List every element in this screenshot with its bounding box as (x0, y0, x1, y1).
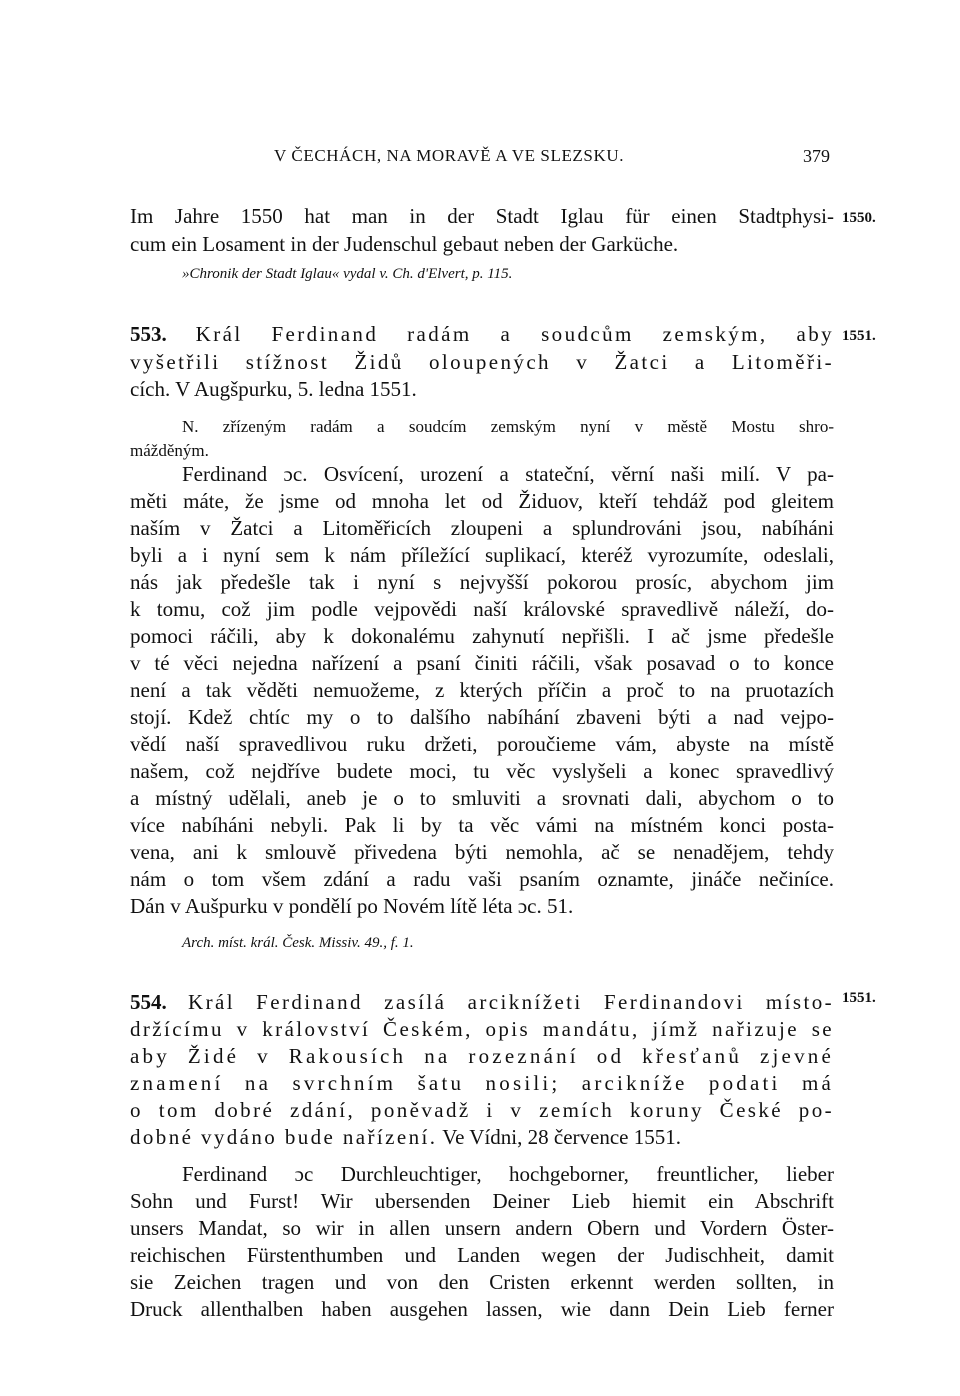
doc-554-body-line: unsers Mandat, so wir in allen unsern andern Obern und Vordern Öster- (130, 1216, 834, 1240)
doc-553-address-line-2: mážděným. (130, 441, 209, 460)
doc-553-heading-line-2: vyšetřili stížnost Židů oloupených v Žatci a Litoměři- (130, 350, 834, 374)
doc-554-body-line: Druck allenthalben haben ausgehen lassen, wie dann Dein Lieb ferner (130, 1297, 834, 1321)
doc-553-body-line: k tomu, což jim podle vejpovědi naší královské spravedlivě náleží, do- (130, 597, 834, 621)
running-header (130, 146, 830, 170)
doc-553-body-line: není a tak věděti nemuožeme, z kterých příčin a proč to na pruotazích (130, 678, 834, 702)
margin-year-1551-b: 1551. (842, 990, 876, 1006)
doc-553-body-line: Ferdinand ɔc. Osvícení, urození a stateční, věrní naši milí. V pa- (182, 462, 834, 486)
doc-554-heading-line-2: držícímu v království Českém, opis mandátu, jímž nařizuje se (130, 1017, 834, 1041)
running-header-title: V ČECHÁCH, NA MORAVĚ A VE SLEZSKU. (274, 146, 625, 165)
doc-553-body-line: měti máte, že jsme od mnoha let od Židuov, kteří tehdáž pod gleitem (130, 489, 834, 513)
doc-553-body-line: více nabíháni nebyli. Pak li by ta věc vámi na místném konci posta- (130, 813, 834, 837)
doc-553-body-line: našem, což nejdříve budete moci, tu věc vyslyšeli a konec spravedlivý (130, 759, 834, 783)
entry-1550-line-2: cum ein Losament in der Judenschul gebaut neben der Garküche. (130, 232, 679, 256)
margin-year-1551-a: 1551. (842, 328, 876, 344)
doc-553-address-line-1: N. zřízeným radám a soudcím zemským nyní v městě Mostu shro- (182, 417, 834, 436)
doc-554-heading-line-6 (130, 1123, 834, 1151)
doc-554-heading-line-6-plain: Ve Vídni, 28 července 1551. (442, 1125, 681, 1149)
doc-554-body-line: Sohn und Furst! Wir ubersenden Deiner Lieb hiemit ein Abschrift (130, 1189, 834, 1213)
doc-553-body-line: vena, ani k smlouvě přivedena býti nemohla, ač se nenadějem, tehdy (130, 840, 834, 864)
doc-553-body-line: a místný udělali, aneb je o to smluviti a srovnati dali, abychom o to (130, 786, 834, 810)
doc-554-heading-text: Král Ferdinand zasílá arciknížeti Ferdinandovi místo- (188, 990, 835, 1014)
doc-553-body-line: pomoci ráčili, aby k dokonalému zahynutí nepřišli. I ač jsme předešle (130, 624, 834, 648)
doc-553-body-line: v té věci nejedna nařízení a psaní činiti ráčili, však posavad o to konce (130, 651, 834, 675)
margin-year-1550: 1550. (842, 210, 876, 226)
doc-554-body-line: Ferdinand ɔc Durchleuchtiger, hochgeborner, freuntlicher, lieber (182, 1162, 834, 1186)
doc-553-body-line: naším v Žatci a Litoměřicích zloupeni a splundrováni jsou, nabíháni (130, 516, 834, 540)
doc-553-heading-text: Král Ferdinand radám a soudcům zemským, aby (195, 322, 834, 346)
doc-553-body-line: nás jak předešle tak i nyní s nejvyšší pokorou prosíc, abychom jim (130, 570, 834, 594)
doc-554-heading-line-4: znamení na svrchním šatu nosili; arciknížе podati má (130, 1071, 834, 1095)
doc-554-number: 554. (130, 990, 167, 1014)
doc-553-body-line: vědí naší spravedlivou ruku držeti, poroučieme vám, abyste na místě (130, 732, 834, 756)
doc-553-source: Arch. míst. král. Česk. Missiv. 49., f. 1. (182, 935, 414, 951)
doc-553-heading-line-3: cích. V Augšpurku, 5. ledna 1551. (130, 377, 417, 401)
doc-553-body-line: stojí. Kdež chtíc my o to dalšího nabíhání zbaveni býti a nad vejpo- (130, 705, 834, 729)
doc-554-heading-line-1 (130, 988, 834, 1016)
doc-553-number: 553. (130, 322, 167, 346)
doc-554-heading-line-3: aby Židé v Rakousích na rozeznání od křesťanů zjevné (130, 1044, 834, 1068)
doc-553-body-line: Dán v Aušpurku v pondělí po Novém lítě léta ɔc. 51. (130, 894, 574, 918)
doc-554-body-line: reichischen Fürstenthumben und Landen wegen der Judischheit, damit (130, 1243, 834, 1267)
doc-553-body-line: nám o tom všem zdání a radu vaši psaním oznamte, jináče nečiníce. (130, 867, 834, 891)
doc-553-body-line: byli a i nyní sem k nám příležící suplikací, kteréž vyrozumíte, odeslali, (130, 543, 834, 567)
doc-553-heading-line-1 (130, 320, 834, 348)
entry-1550-source: »Chronik der Stadt Iglau« vydal v. Ch. d'Elvert, p. 115. (182, 266, 513, 282)
doc-554-heading-line-5: o tom dobré zdání, poněvadž i v zemích koruny České po- (130, 1098, 834, 1122)
page-number: 379 (803, 146, 830, 166)
doc-554-heading-line-6-spaced: dobné vydáno bude nařízení. (130, 1125, 438, 1149)
doc-554-body-line: sie Zeichen tragen und von den Cristen erkennt werden sollten, in (130, 1270, 834, 1294)
entry-1550-line-1: Im Jahre 1550 hat man in der Stadt Iglau für einen Stadtphysi- (130, 204, 834, 228)
